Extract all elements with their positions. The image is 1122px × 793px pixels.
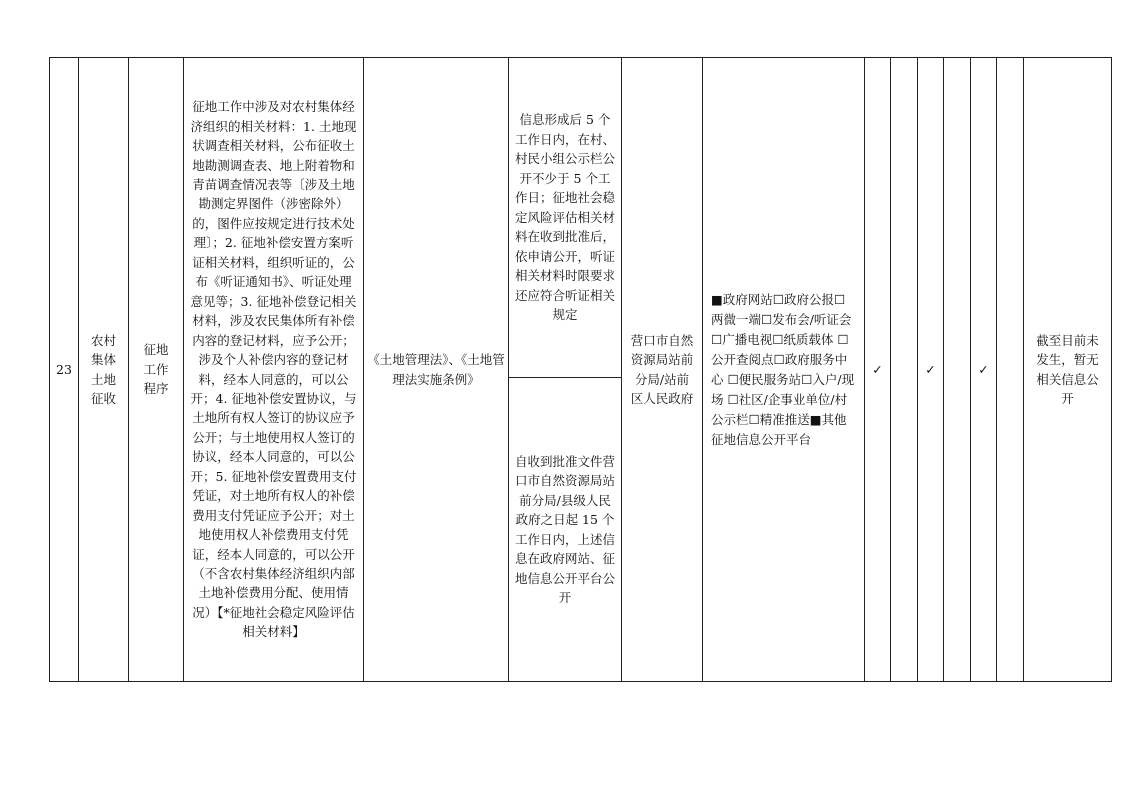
timeframe-top-cell: 信息形成后 5 个工作日内，在村、村民小组公示栏公开不少于 5 个工作日；征地社会稳定风险评估相关材料在收到批准后，依申请公开，听证相关材料时限要求还应符合听证相关规定 <box>509 58 622 378</box>
mark-cell <box>997 58 1024 682</box>
basis-cell: 《土地管理法》、《土地管理法实施条例》 <box>364 58 509 682</box>
mark-cell: ✓ <box>865 58 891 682</box>
remark-cell: 截至目前未发生，暂无相关信息公开 <box>1024 58 1112 682</box>
mark-cell: ✓ <box>971 58 997 682</box>
mark-cell: ✓ <box>918 58 944 682</box>
subcategory-cell: 征地工作程序 <box>129 58 184 682</box>
mark-cell <box>891 58 918 682</box>
category-cell: 农村集体土地征收 <box>79 58 129 682</box>
channels-cell: ■政府网站☐政府公报☐两微一端☐发布会/听证会 ☐广播电视☐纸质载体 ☐公开查阅点☐政府服务中心 ☐便民服务站☐入户/现场 ☐社区/企事业单位/村公示栏☐精准推送■其他征地信息公开平台 <box>703 58 865 682</box>
mark-cell <box>944 58 971 682</box>
row-number: 23 <box>50 58 79 682</box>
disclosure-table <box>49 57 1112 682</box>
content-cell: 征地工作中涉及对农村集体经济组织的相关材料：1. 土地现状调查相关材料，公布征收土地勘测调查表、地上附着物和青苗调查情况表等〔涉及土地勘测定界图件（涉密除外） 的，图件应按规定进行技术处理〕；2. 征地补偿安置方案听证相关材料，组织听证的，公布《听证通知书》、听证处理意见等；3. 征地补偿登记相关材料，涉及农民集体所有补偿内容的登记材料，应予公开；涉及个人补偿内容的登记材料，经本人同意的，可以公开；4. 征地补偿安置协议，与土地所有权人签订的协议应予公开；与土地使用权人签订的协议，经本人同意的，可以公开；5. 征地补偿安置费用支付凭证，对土地所有权人的补偿费用支付凭证应予公开；对土地使用权人补偿费用支付凭证，经本人同意的，可以公开（不含农村集体经济组织内部土地补偿费用分配、使用情况）【*征地社会稳定风险评估相关材料】 <box>184 58 364 682</box>
table-row <box>50 58 1112 378</box>
subject-cell: 营口市自然资源局站前分局/站前区人民政府 <box>622 58 703 682</box>
timeframe-bottom-cell: 自收到批准文件营口市自然资源局站前分局/县级人民政府之日起 15 个工作日内，上述信息在政府网站、征地信息公开平台公开 <box>509 378 622 682</box>
